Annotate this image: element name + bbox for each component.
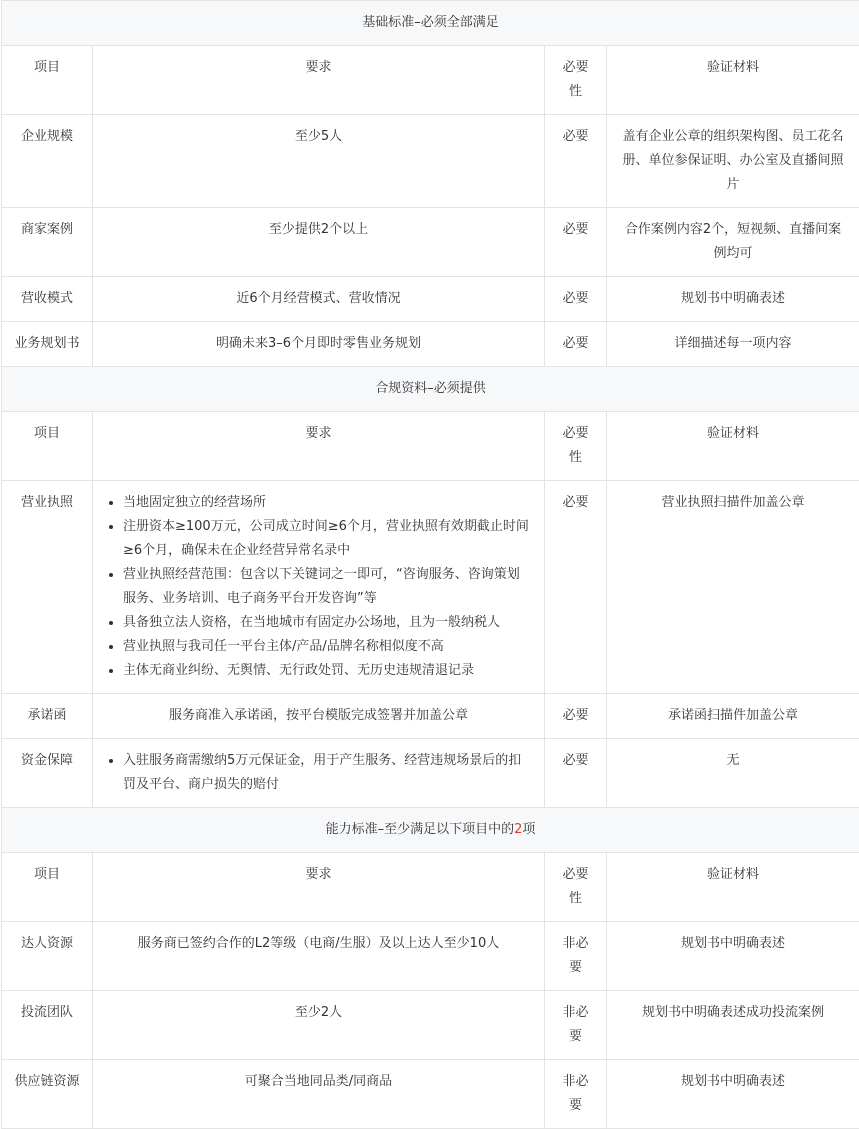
- table-row: [2, 1060, 859, 1129]
- row-requirement: 服务商准入承诺函，按平台模版完成签署并加盖公章: [93, 694, 545, 739]
- requirements-table: [1, 0, 859, 1129]
- list-item: • 入驻服务商需缴纳5万元保证金，用于产生服务、经营违规场景后的扣罚及平台、商户损失的赔付: [123, 749, 532, 797]
- section-title-row: [2, 367, 859, 412]
- row-requirement: 至少5人: [93, 115, 545, 208]
- row-proof: 规划书中明确表述: [607, 277, 859, 322]
- row-item: 营业执照: [2, 481, 93, 694]
- row-item: 营收模式: [2, 277, 93, 322]
- header-item: 项目: [2, 46, 93, 115]
- row-proof: 营业执照扫描件加盖公章: [607, 481, 859, 694]
- row-proof: 规划书中明确表述: [607, 922, 859, 991]
- section-title-row: [2, 808, 859, 853]
- row-necessity: 非必要: [545, 1060, 607, 1129]
- row-proof: 合作案例内容2个，短视频、直播间案例均可: [607, 208, 859, 277]
- list-item: • 主体无商业纠纷、无舆情、无行政处罚、无历史违规清退记录: [123, 659, 532, 683]
- row-requirement: [93, 481, 545, 694]
- row-necessity: 非必要: [545, 991, 607, 1060]
- row-requirement: 明确未来3–6个月即时零售业务规划: [93, 322, 545, 367]
- row-requirement: 至少提供2个以上: [93, 208, 545, 277]
- table-row: [2, 208, 859, 277]
- row-proof: 详细描述每一项内容: [607, 322, 859, 367]
- requirement-list: [105, 749, 532, 797]
- table-row: [2, 277, 859, 322]
- section-title-suffix: 项: [522, 822, 535, 837]
- header-row: [2, 853, 859, 922]
- header-item: 项目: [2, 412, 93, 481]
- header-proof: 验证材料: [607, 46, 859, 115]
- row-requirement: 近6个月经营模式、营收情况: [93, 277, 545, 322]
- list-item: • 当地固定独立的经营场所: [123, 491, 532, 515]
- row-requirement: 服务商已签约合作的L2等级（电商/生服）及以上达人至少10人: [93, 922, 545, 991]
- list-item: • 营业执照与我司任一平台主体/产品/品牌名称相似度不高: [123, 635, 532, 659]
- row-item: 承诺函: [2, 694, 93, 739]
- table-row: [2, 922, 859, 991]
- row-necessity: 非必要: [545, 922, 607, 991]
- row-item: 投流团队: [2, 991, 93, 1060]
- header-requirement: 要求: [93, 412, 545, 481]
- section-title: [2, 808, 859, 853]
- table-row: [2, 481, 859, 694]
- list-item: • 营业执照经营范围：包含以下关键词之一即可，“咨询服务、咨询策划服务、业务培训、电子商务平台开发咨询”等: [123, 563, 532, 611]
- row-item: 业务规划书: [2, 322, 93, 367]
- section-title-highlight: 2: [514, 822, 522, 837]
- row-necessity: 必要: [545, 277, 607, 322]
- header-necessity: 必要性: [545, 412, 607, 481]
- row-proof: 承诺函扫描件加盖公章: [607, 694, 859, 739]
- section-title-row: [2, 1, 859, 46]
- row-proof: 规划书中明确表述: [607, 1060, 859, 1129]
- table-row: [2, 115, 859, 208]
- row-necessity: 必要: [545, 739, 607, 808]
- row-requirement: 可聚合当地同品类/同商品: [93, 1060, 545, 1129]
- row-item: 达人资源: [2, 922, 93, 991]
- table-row: [2, 694, 859, 739]
- list-item: • 具备独立法人资格，在当地城市有固定办公场地，且为一般纳税人: [123, 611, 532, 635]
- list-item: • 注册资本≥100万元，公司成立时间≥6个月，营业执照有效期截止时间≥6个月，确保未在企业经营异常名录中: [123, 515, 532, 563]
- table-row: [2, 739, 859, 808]
- row-proof: 规划书中明确表述成功投流案例: [607, 991, 859, 1060]
- row-item: 资金保障: [2, 739, 93, 808]
- header-proof: 验证材料: [607, 412, 859, 481]
- row-necessity: 必要: [545, 322, 607, 367]
- table-row: [2, 322, 859, 367]
- header-necessity: 必要性: [545, 46, 607, 115]
- row-item: 企业规模: [2, 115, 93, 208]
- header-requirement: 要求: [93, 46, 545, 115]
- section-title-prefix: 能力标准–至少满足以下项目中的: [326, 822, 515, 837]
- header-row: [2, 46, 859, 115]
- row-item: 商家案例: [2, 208, 93, 277]
- row-requirement: [93, 739, 545, 808]
- header-row: [2, 412, 859, 481]
- table-row: [2, 991, 859, 1060]
- row-item: 供应链资源: [2, 1060, 93, 1129]
- row-requirement: 至少2人: [93, 991, 545, 1060]
- header-necessity: 必要性: [545, 853, 607, 922]
- row-necessity: 必要: [545, 115, 607, 208]
- row-necessity: 必要: [545, 694, 607, 739]
- section-title: 合规资料–必须提供: [2, 367, 859, 412]
- row-proof: 盖有企业公章的组织架构图、员工花名册、单位参保证明、办公室及直播间照片: [607, 115, 859, 208]
- row-necessity: 必要: [545, 208, 607, 277]
- header-requirement: 要求: [93, 853, 545, 922]
- requirement-list: [105, 491, 532, 683]
- section-title: 基础标准–必须全部满足: [2, 1, 859, 46]
- row-proof: 无: [607, 739, 859, 808]
- header-item: 项目: [2, 853, 93, 922]
- header-proof: 验证材料: [607, 853, 859, 922]
- row-necessity: 必要: [545, 481, 607, 694]
